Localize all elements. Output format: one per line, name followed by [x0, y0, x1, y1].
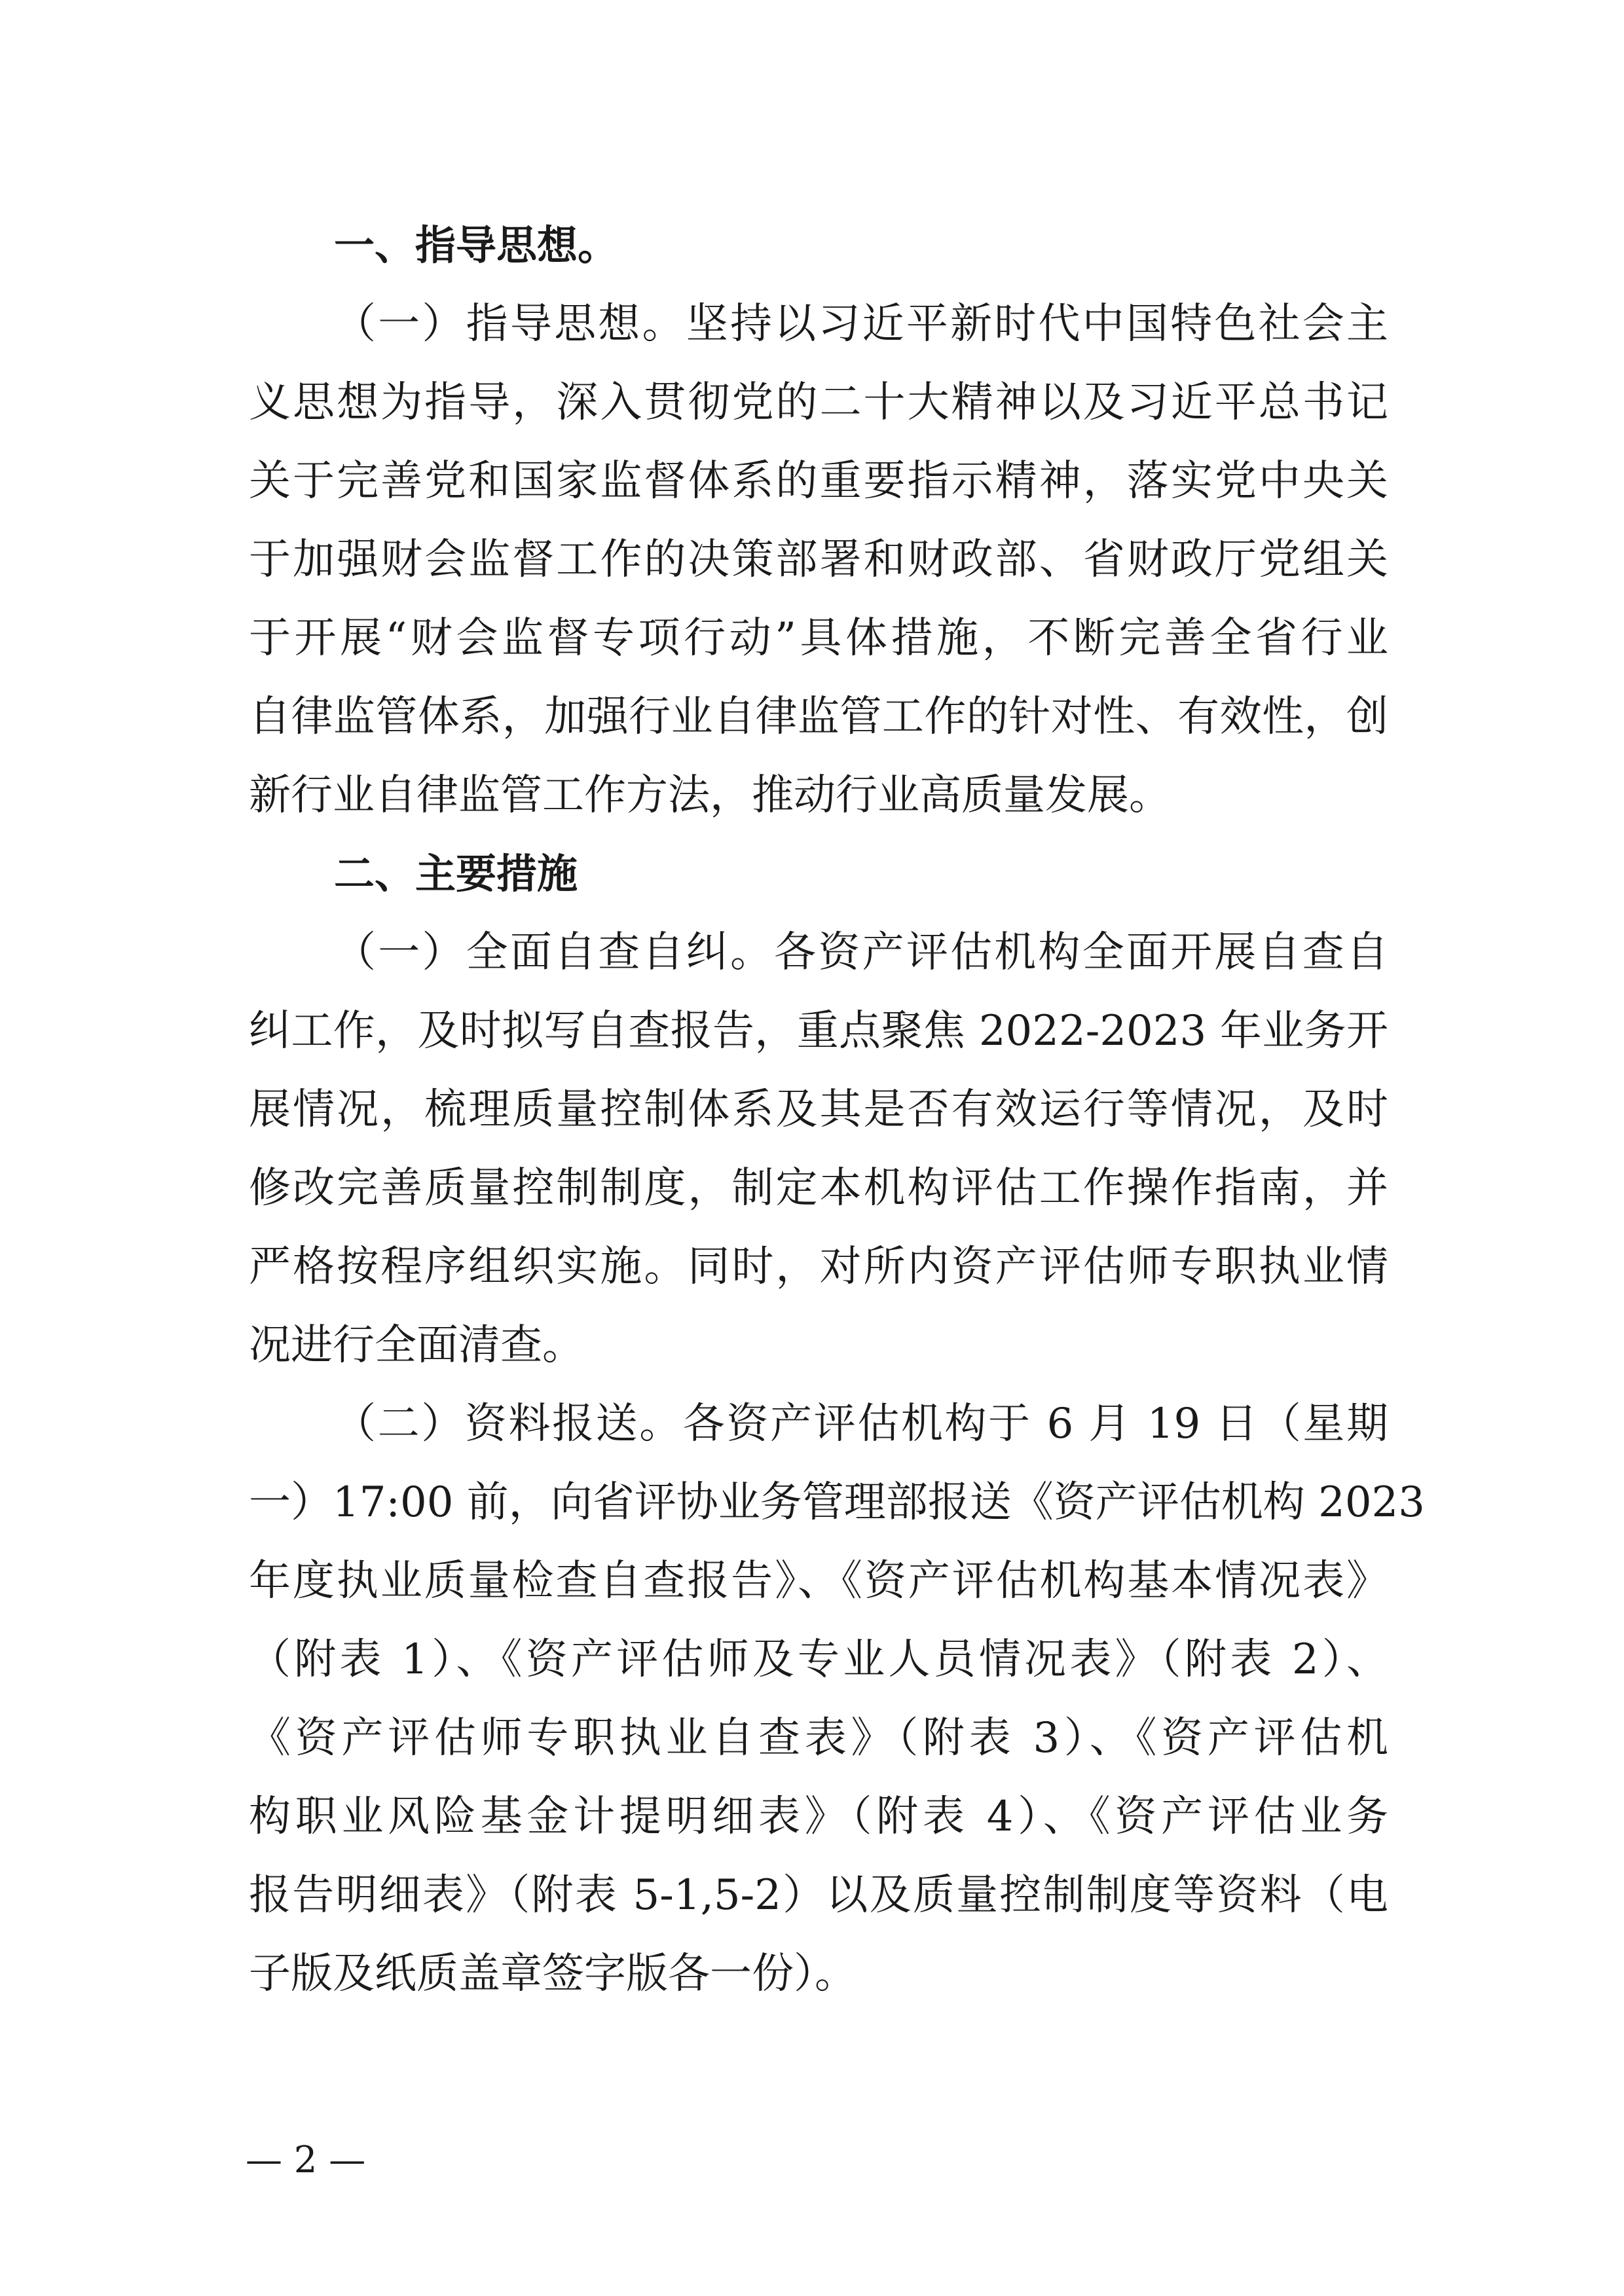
- text-line: （一）全面自查自纠。各资产评估机构全面开展自查自: [334, 928, 1388, 977]
- text-line: 子版及纸质盖章签字版各一份）。: [249, 1950, 857, 1998]
- text-line: 关于完善党和国家监督体系的重要指示精神，落实党中央关: [249, 457, 1388, 505]
- text-line: 新行业自律监管工作方法，推动行业高质量发展。: [249, 771, 1171, 820]
- text-line: （二）资料报送。各资产评估机构于 6 月 19 日（星期: [334, 1400, 1388, 1448]
- text-line: 展情况，梳理质量控制体系及其是否有效运行等情况，及时: [249, 1085, 1388, 1134]
- text-line: 一）17:00 前，向省评协业务管理部报送《资产评估机构 2023: [249, 1478, 1425, 1527]
- text-line: （附表 1）、《资产评估师及专业人员情况表》（附表 2）、: [249, 1635, 1388, 1684]
- text-line: 纠工作，及时拟写自查报告，重点聚焦 2022-2023 年业务开: [249, 1007, 1388, 1055]
- text-line: 于加强财会监督工作的决策部署和财政部、省财政厅党组关: [249, 536, 1388, 584]
- text-line: 严格按程序组织实施。同时，对所内资产评估师专职执业情: [249, 1243, 1388, 1291]
- section-heading: 二、主要措施: [334, 850, 578, 898]
- page-number: — 2 —: [246, 2139, 366, 2181]
- text-line: 年度执业质量检查自查报告》、《资产评估机构基本情况表》: [249, 1557, 1388, 1605]
- text-line: 况进行全面清查。: [249, 1321, 584, 1370]
- text-line: 构职业风险基金计提明细表》（附表 4）、《资产评估业务: [249, 1793, 1388, 1841]
- section-heading: 一、指导思想。: [334, 221, 619, 269]
- text-line: 于开展“财会监督专项行动”具体措施，不断完善全省行业: [249, 614, 1388, 663]
- text-line: 义思想为指导，深入贯彻党的二十大精神以及习近平总书记: [249, 378, 1388, 427]
- text-line: 修改完善质量控制制度，制定本机构评估工作操作指南，并: [249, 1164, 1388, 1212]
- text-line: 自律监管体系，加强行业自律监管工作的针对性、有效性，创: [249, 693, 1388, 741]
- text-line: 《资产评估师专职执业自查表》（附表 3）、《资产评估机: [249, 1714, 1388, 1762]
- text-line: （一）指导思想。坚持以习近平新时代中国特色社会主: [334, 300, 1388, 348]
- text-line: 报告明细表》（附表 5-1,5-2）以及质量控制制度等资料（电: [249, 1871, 1388, 1920]
